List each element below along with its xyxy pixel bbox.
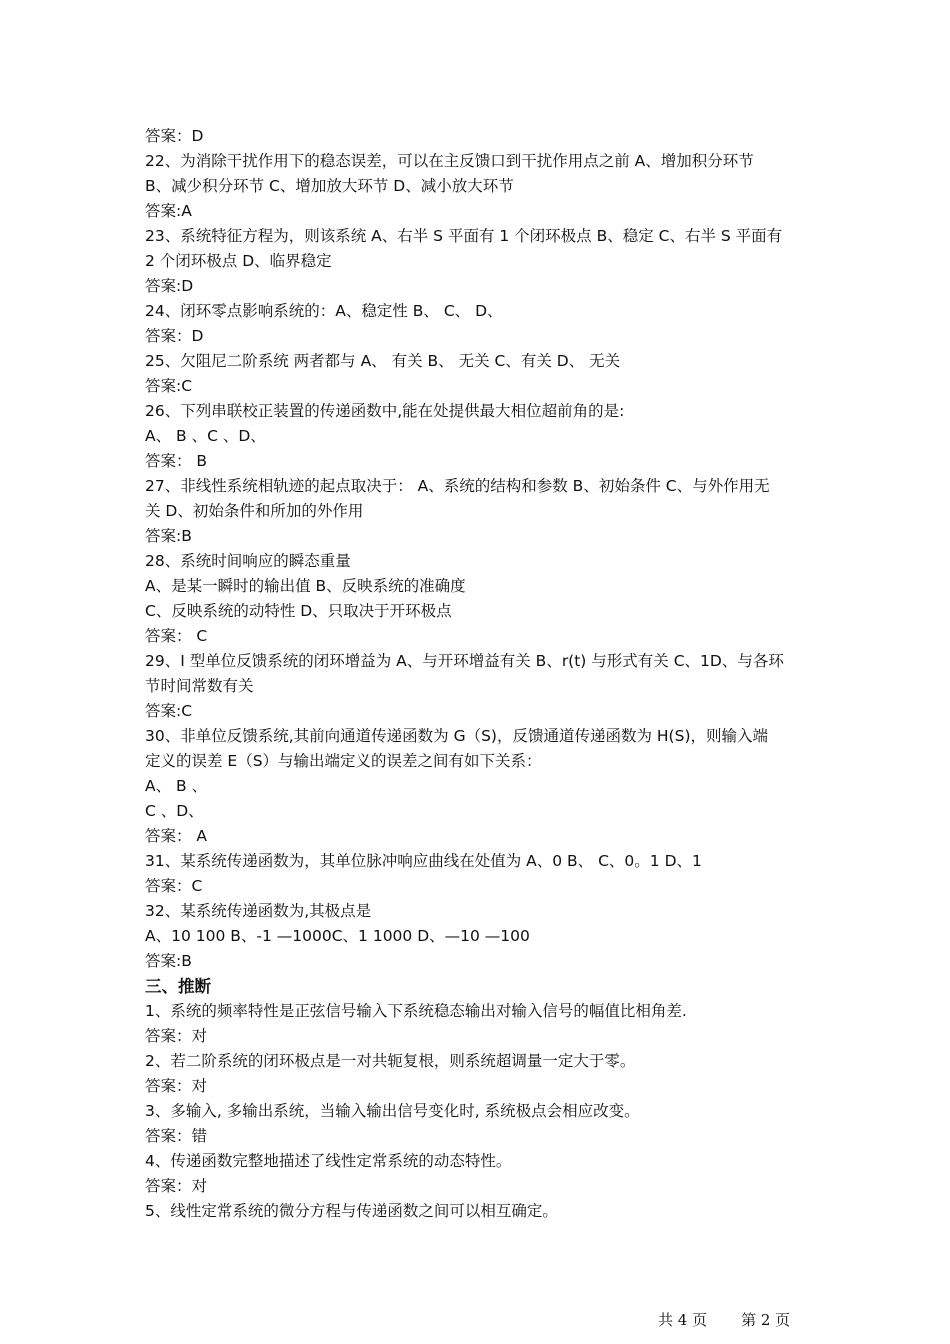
text-line: 答案:B: [145, 952, 192, 970]
text-line: 答案： A: [145, 827, 208, 845]
text-line: C、反映系统的动特性 D、只取决于开环极点: [145, 602, 452, 620]
text-line: A、 B 、: [145, 777, 208, 795]
text-line: 4、传递函数完整地描述了线性定常系统的动态特性。: [145, 1152, 512, 1170]
text-line: 31、某系统传递函数为，其单位脉冲响应曲线在处值为 A、0 B、 C、0。1 D、1: [145, 852, 702, 870]
text-line: A、10 100 B、-1 —1000C、1 1000 D、—10 —100: [145, 927, 530, 945]
page-content: [145, 124, 810, 1224]
text-line: 2 个闭环极点 D、临界稳定: [145, 252, 332, 270]
text-line: 答案：对: [145, 1177, 208, 1195]
text-line: 答案： B: [145, 452, 208, 470]
text-line: 2、若二阶系统的闭环极点是一对共轭复根，则系统超调量一定大于零。: [145, 1052, 636, 1070]
text-line: 答案:C: [145, 702, 193, 720]
text-line: C 、D、: [145, 802, 204, 820]
text-line: 答案：错: [145, 1127, 208, 1145]
text-line: 30、非单位反馈系统,其前向通道传递函数为 G（S)，反馈通道传递函数为 H(S)，则输入端: [145, 727, 768, 745]
text-line: 1、系统的频率特性是正弦信号输入下系统稳态输出对输入信号的幅值比相角差.: [145, 1002, 687, 1020]
text-line: 答案：对: [145, 1027, 208, 1045]
total-pages: 共 4 页: [658, 1311, 708, 1329]
text-line: 定义的误差 E（S）与输出端定义的误差之间有如下关系：: [145, 752, 542, 770]
text-line: 32、某系统传递函数为,其极点是: [145, 902, 372, 920]
text-line: 25、欠阻尼二阶系统 两者都与 A、 有关 B、 无关 C、有关 D、 无关: [145, 352, 621, 370]
text-line: 27、非线性系统相轨迹的起点取决于： A、系统的结构和参数 B、初始条件 C、与外作用无: [145, 477, 770, 495]
text-line: 29、I 型单位反馈系统的闭环增益为 A、与开环增益有关 B、r(t) 与形式有关 C、1D、与各环: [145, 652, 784, 670]
text-line: 22、为消除干扰作用下的稳态误差，可以在主反馈口到干扰作用点之前 A、增加积分环节: [145, 152, 754, 170]
text-line: 26、下列串联校正装置的传递函数中,能在处提供最大相位超前角的是:: [145, 402, 625, 420]
text-line: 答案：D: [145, 327, 204, 345]
text-line: 节时间常数有关: [145, 677, 254, 695]
text-line: 答案:B: [145, 527, 192, 545]
page-footer: [658, 1309, 790, 1330]
text-line: 关 D、初始条件和所加的外作用: [145, 502, 364, 520]
text-line: A、是某一瞬时的输出值 B、反映系统的准确度: [145, 577, 466, 595]
text-line: 答案： C: [145, 627, 208, 645]
text-line: 5、线性定常系统的微分方程与传递函数之间可以相互确定。: [145, 1202, 558, 1220]
text-line: 3、多输入, 多输出系统，当输入输出信号变化时, 系统极点会相应改变。: [145, 1102, 640, 1120]
text-line: 答案:A: [145, 202, 192, 220]
text-line: 24、闭环零点影响系统的：A、稳定性 B、 C、 D、: [145, 302, 503, 320]
text-line: 答案:C: [145, 377, 193, 395]
text-line: 答案:D: [145, 277, 194, 295]
text-line: 答案：对: [145, 1077, 208, 1095]
text-line: 答案：C: [145, 877, 203, 895]
text-line: B、减少积分环节 C、增加放大环节 D、减小放大环节: [145, 177, 514, 195]
text-line: 23、系统特征方程为，则该系统 A、右半 S 平面有 1 个闭环极点 B、稳定 C、右半 S 平面有: [145, 227, 783, 245]
current-page: 第 2 页: [741, 1311, 791, 1329]
section-heading: 三、推断: [145, 977, 211, 996]
text-line: 28、系统时间响应的瞬态重量: [145, 552, 351, 570]
text-line: A、 B 、C 、D、: [145, 427, 266, 445]
text-line: 答案：D: [145, 127, 204, 145]
